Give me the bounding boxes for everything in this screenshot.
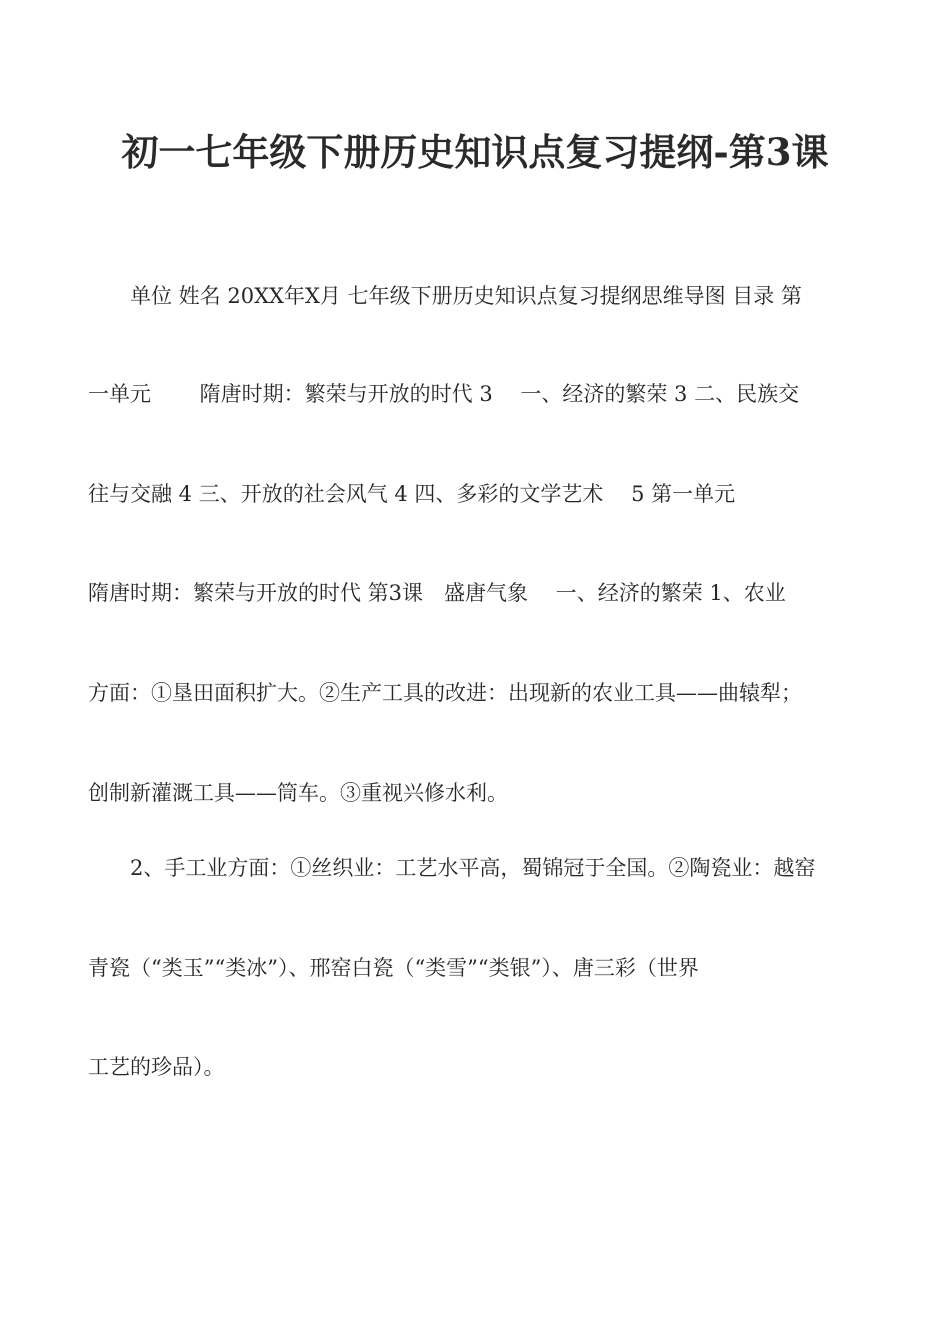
paragraph-line-7: 2、手工业方面：①丝织业：工艺水平高，蜀锦冠于全国。②陶瓷业：越窑	[130, 856, 816, 880]
paragraph-line-9: 工艺的珍品）。	[88, 1055, 225, 1079]
document-title: 初一七年级下册历史知识点复习提纲-第3课	[121, 130, 829, 174]
paragraph-line-3: 往与交融 4 三、开放的社会风气 4 四、多彩的文学艺术 5 第一单元	[88, 482, 736, 506]
paragraph-line-6: 创制新灌溉工具——筒车。③重视兴修水利。	[88, 781, 508, 805]
paragraph-line-5: 方面：①垦田面积扩大。②生产工具的改进：出现新的农业工具——曲辕犁；	[88, 681, 802, 705]
paragraph-line-2: 一单元 隋唐时期：繁荣与开放的时代 3 一、经济的繁荣 3 二、民族交	[88, 382, 800, 406]
paragraph-line-4: 隋唐时期：繁荣与开放的时代 第3课 盛唐气象 一、经济的繁荣 1、农业	[88, 581, 786, 605]
paragraph-line-8: 青瓷（“类玉”“类冰”）、邢窑白瓷（“类雪”“类银”）、唐三彩（世界	[88, 956, 699, 980]
paragraph-line-1: 单位 姓名 20XX年X月 七年级下册历史知识点复习提纲思维导图 目录 第	[130, 284, 802, 308]
